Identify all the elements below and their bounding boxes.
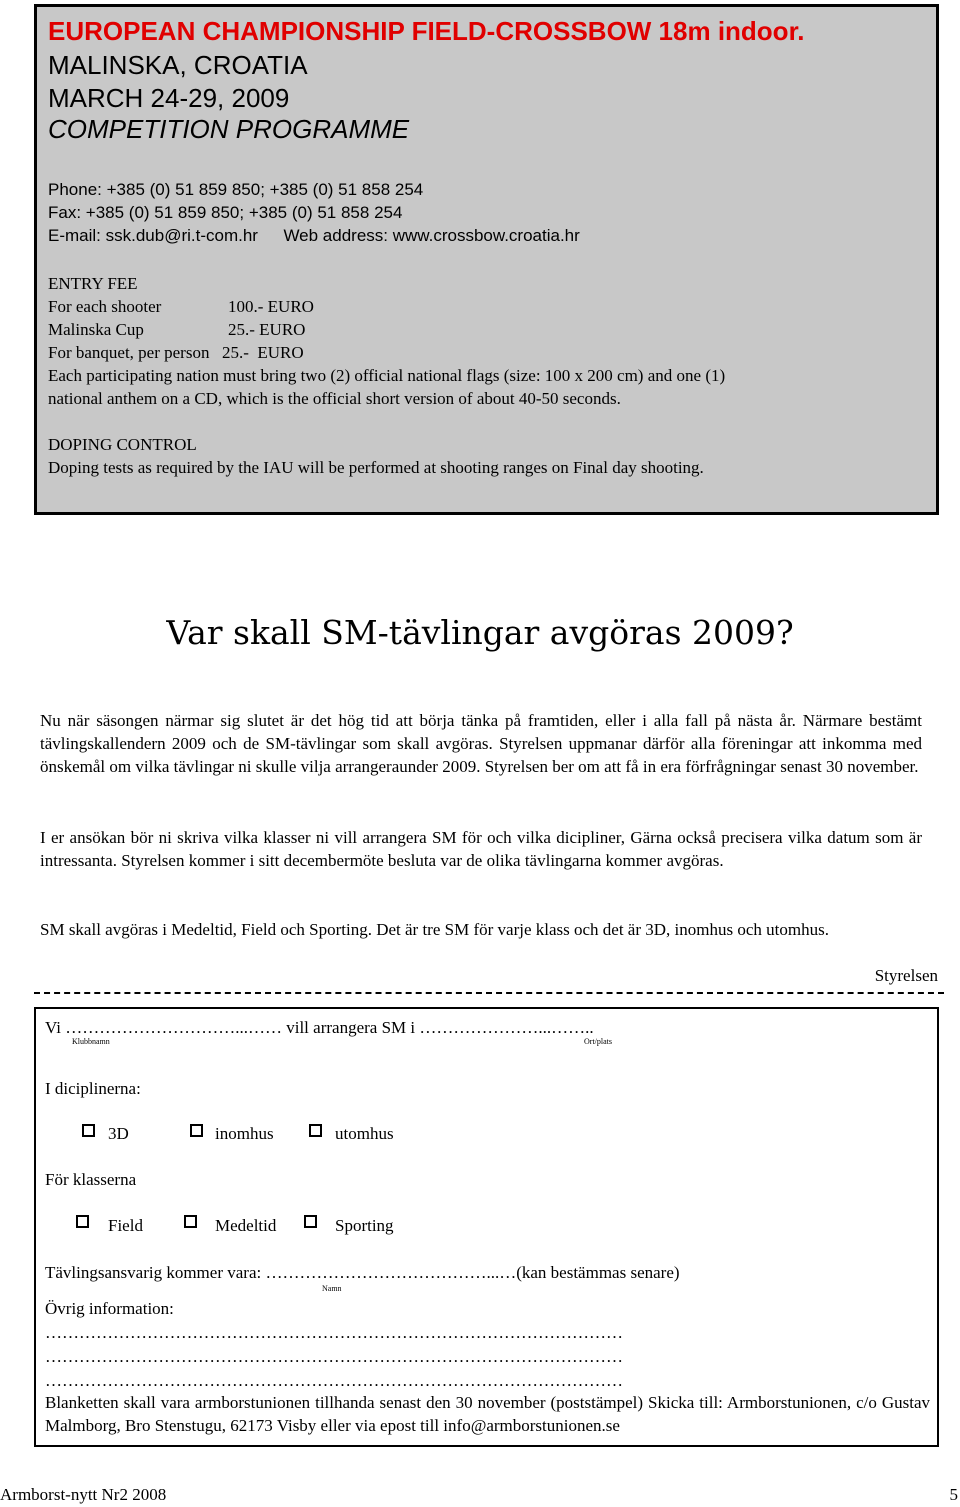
championship-location: MALINSKA, CROATIA [48,50,308,80]
arrange-sm-label: vill arrangera SM i [286,1018,416,1037]
checkbox-utomhus[interactable] [309,1124,322,1137]
checkbox-3d[interactable] [82,1124,95,1137]
phone-line: Phone: +385 (0) 51 859 850; +385 (0) 51 858 254 [48,180,424,199]
fee-amount: 25.- EURO [221,343,304,362]
championship-box [34,4,939,515]
checkbox-medeltid-label: Medeltid [215,1216,277,1235]
fee-label: For banquet, per person [48,343,210,362]
club-name-caption: Klubbnamn [72,1037,110,1046]
disciplines-label: I diciplinerna: [45,1079,141,1098]
place-field[interactable]: …………………...…….. [419,1018,594,1037]
application-form [34,1007,939,1447]
fee-label: Malinska Cup [48,320,144,339]
championship-title: EUROPEAN CHAMPIONSHIP FIELD-CROSSBOW 18m indoor. [48,16,805,46]
signature: Styrelsen [874,966,938,985]
fee-label: For each shooter [48,297,162,316]
doping-control-text: Doping tests as required by the IAU will be performed at shooting ranges on Final day shooting. [48,458,704,477]
email-text: E-mail: ssk.dub@ri.t-com.hr [48,226,258,245]
fax-line: Fax: +385 (0) 51 859 850; +385 (0) 51 858 254 [48,203,403,222]
entry-fee-heading: ENTRY FEE [48,274,138,293]
web-address-text: Web address: www.crossbow.croatia.hr [283,226,580,245]
place-caption: Ort/plats [584,1037,612,1046]
footer-publication: Armborst-nytt Nr2 2008 [0,1485,167,1504]
checkbox-field-label: Field [108,1216,143,1235]
fee-row [48,341,448,364]
email-line [48,225,580,247]
sm-paragraph-2: I er ansökan bör ni skriva vilka klasser ni vill arrangera SM för och vilka dicipliner, Gärna också precisera vilka datum som är intressanta. Styrelsen kommer i sitt decembermöte besluta var de olika tävlingarna kommer avgöras. [40,828,922,870]
sm-article-heading: Var skall SM-tävlingar avgöras 2009? [166,613,794,652]
fee-row [48,295,448,318]
flags-requirement-text: Each participating nation must bring two (2) official national flags (size: 100 x 200 cm) and one (1) national anthem on a CD, which is the official short version of about 40-50 seconds. [48,366,726,409]
checkbox-3d-label: 3D [108,1124,129,1143]
checkbox-inomhus[interactable] [190,1124,203,1137]
other-info-line[interactable]: ………………………………………………………………………………………… [45,1371,623,1390]
name-caption: Namn [322,1284,342,1293]
checkbox-field[interactable] [76,1215,89,1228]
responsible-line [45,1262,680,1284]
other-info-label: Övrig information: [45,1299,174,1318]
fee-amount: 100.- EURO [228,297,314,316]
responsible-suffix: …(kan bestämmas senare) [499,1263,680,1282]
classes-label: För klasserna [45,1170,137,1189]
championship-dates: MARCH 24-29, 2009 [48,83,290,113]
responsible-name-field[interactable]: …………………………………... [265,1263,500,1282]
doping-control-heading: DOPING CONTROL [48,435,197,454]
checkbox-sporting-label: Sporting [335,1216,394,1235]
vi-label: Vi [45,1018,61,1037]
page-number: 5 [949,1485,958,1504]
responsible-label: Tävlingsansvarig kommer vara: [45,1263,262,1282]
checkbox-sporting[interactable] [304,1215,317,1228]
form-instructions: Blanketten skall vara armborstunionen tillhanda senast den 30 november (poststämpel) Skicka till: Armborstunionen, c/o Gustav Malmborg, Bro Stenstugu, 62173 Visby eller via epost till info@armborstunionen.se [45,1393,930,1435]
checkbox-inomhus-label: inomhus [215,1124,274,1143]
other-info-line[interactable]: ………………………………………………………………………………………… [45,1323,623,1342]
fee-row [48,318,448,341]
competition-programme-heading: COMPETITION PROGRAMME [48,114,410,144]
form-club-line [45,1017,594,1039]
sm-paragraph-1: Nu när säsongen närmar sig slutet är det hög tid att börja tänka på framtiden, eller i alla fall på nästa år. Närmare bestämt tävlingskallendern 2009 och de SM-tävlingar som skall avgöras. Styrelsen uppmanar därför alla föreningar att inkomma med önskemål om vilka tävlingar ni skulle vilja arrangeraunder 2009. Styrelsen ber om att få in era förfrågningar senast 30 november. [40,711,922,776]
checkbox-utomhus-label: utomhus [335,1124,394,1143]
club-name-field[interactable]: …………………………...…… [65,1018,282,1037]
cut-line-divider [34,992,944,994]
checkbox-medeltid[interactable] [184,1215,197,1228]
other-info-line[interactable]: ………………………………………………………………………………………… [45,1347,623,1366]
fee-amount: 25.- EURO [228,320,306,339]
sm-paragraph-3: SM skall avgöras i Medeltid, Field och Sporting. Det är tre SM för varje klass och det är 3D, inomhus och utomhus. [40,920,829,939]
